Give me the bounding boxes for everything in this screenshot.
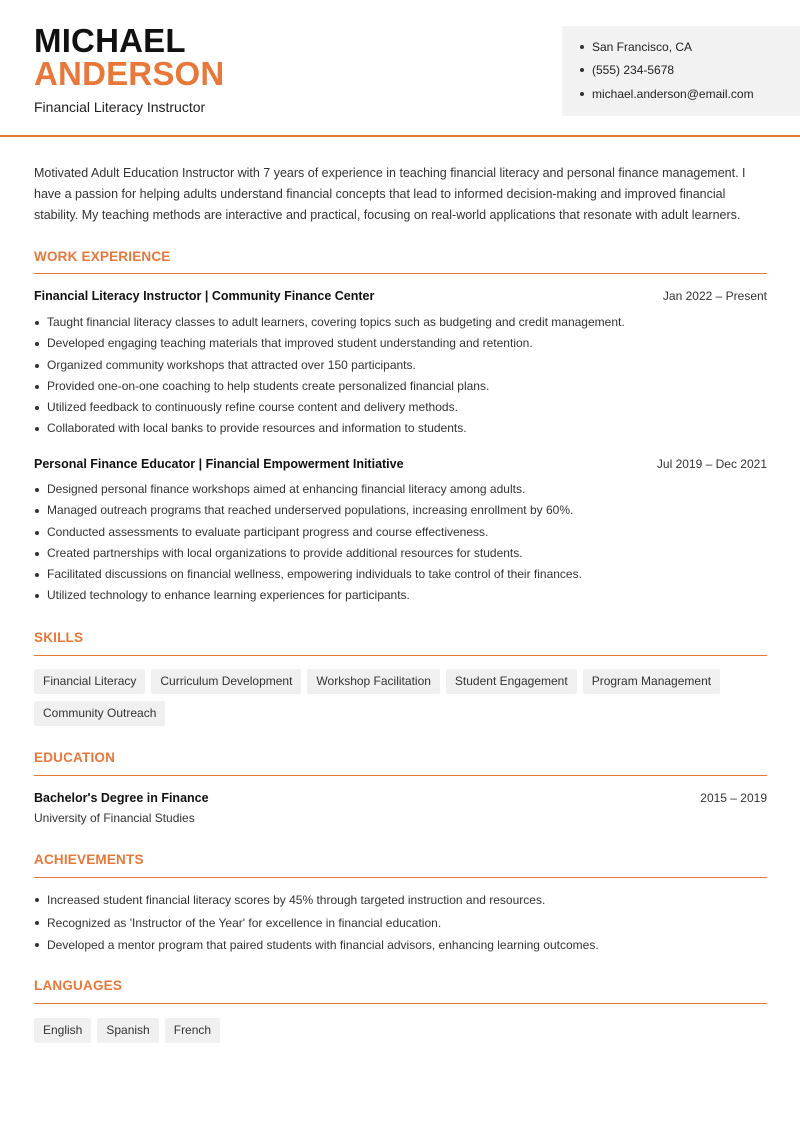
job-dates-1: Jan 2022 – Present (662, 289, 767, 303)
skill-tag: Program Management (583, 669, 720, 694)
contact-phone-text: (555) 234-5678 (592, 63, 675, 77)
list-item: Collaborated with local banks to provide resources and information to students. (34, 418, 767, 439)
list-item: Developed engaging teaching materials that improved student understanding and retention. (34, 333, 767, 354)
skill-tag: Community Outreach (34, 701, 165, 726)
section-divider (34, 655, 767, 656)
job-title-1: Financial Literacy Instructor | Community Finance Center (34, 289, 375, 303)
section-divider (34, 1003, 767, 1004)
contact-email-text[interactable]: michael.anderson@email.com (592, 87, 754, 101)
skill-tag: Financial Literacy (34, 669, 145, 694)
bullet-icon (580, 92, 584, 96)
education-dates: 2015 – 2019 (700, 791, 767, 805)
list-item: Taught financial literacy classes to adult learners, covering topics such as budgeting and credit management. (34, 312, 767, 333)
list-item: Developed a mentor program that paired students with financial advisors, enhancing learning outcomes. (34, 934, 767, 957)
languages-list (34, 1018, 774, 1050)
list-item: Managed outreach programs that reached underserved populations, increasing enrollment by 60%. (34, 500, 767, 521)
section-divider (34, 273, 767, 274)
skills-list (34, 669, 774, 733)
list-item: Conducted assessments to evaluate participant progress and course effectiveness. (34, 522, 767, 543)
language-tag: English (34, 1018, 91, 1043)
section-title-work: WORK EXPERIENCE (34, 249, 171, 264)
contact-location-text: San Francisco, CA (592, 40, 693, 54)
list-item: Designed personal finance workshops aimed at enhancing financial literacy among adults. (34, 479, 767, 500)
education-school: University of Financial Studies (34, 811, 195, 825)
achievements-list (34, 889, 767, 957)
contact-email[interactable] (580, 87, 754, 101)
language-tag: French (165, 1018, 220, 1043)
job-2-bullets (34, 479, 767, 607)
section-title-education: EDUCATION (34, 750, 116, 765)
list-item: Utilized technology to enhance learning experiences for participants. (34, 585, 767, 606)
section-divider (34, 775, 767, 776)
list-item: Provided one-on-one coaching to help students create personalized financial plans. (34, 376, 767, 397)
list-item: Increased student financial literacy scores by 45% through targeted instruction and resources. (34, 889, 767, 912)
job-title: Financial Literacy Instructor (34, 99, 206, 115)
contact-box (562, 26, 800, 116)
list-item: Recognized as 'Instructor of the Year' for excellence in financial education. (34, 912, 767, 935)
bullet-icon (580, 45, 584, 49)
list-item: Organized community workshops that attracted over 150 participants. (34, 355, 767, 376)
section-title-skills: SKILLS (34, 630, 84, 645)
resume-header (0, 0, 800, 137)
job-dates-2: Jul 2019 – Dec 2021 (656, 457, 767, 471)
bullet-icon (580, 68, 584, 72)
job-title-2: Personal Finance Educator | Financial Empowerment Initiative (34, 457, 404, 471)
contact-phone (580, 63, 674, 77)
education-degree: Bachelor's Degree in Finance (34, 791, 209, 805)
skill-tag: Workshop Facilitation (307, 669, 440, 694)
language-tag: Spanish (97, 1018, 158, 1043)
section-title-achievements: ACHIEVEMENTS (34, 852, 144, 867)
section-title-languages: LANGUAGES (34, 978, 123, 993)
section-divider (34, 877, 767, 878)
summary: Motivated Adult Education Instructor with 7 years of experience in teaching financial literacy and personal finance management. I have a passion for helping adults understand financial concepts that lead to informed decision-making and improved financial stability. My teaching methods are interactive and practical, focusing on real-world applications that resonate with adult learners. (34, 166, 746, 222)
contact-location (580, 40, 692, 54)
list-item: Utilized feedback to continuously refine course content and delivery methods. (34, 397, 767, 418)
list-item: Created partnerships with local organizations to provide additional resources for students. (34, 543, 767, 564)
last-name: ANDERSON (34, 55, 225, 92)
list-item: Facilitated discussions on financial wellness, empowering individuals to take control of their finances. (34, 564, 767, 585)
skill-tag: Curriculum Development (151, 669, 301, 694)
first-name: MICHAEL (34, 22, 186, 59)
skill-tag: Student Engagement (446, 669, 577, 694)
job-1-bullets (34, 312, 767, 440)
